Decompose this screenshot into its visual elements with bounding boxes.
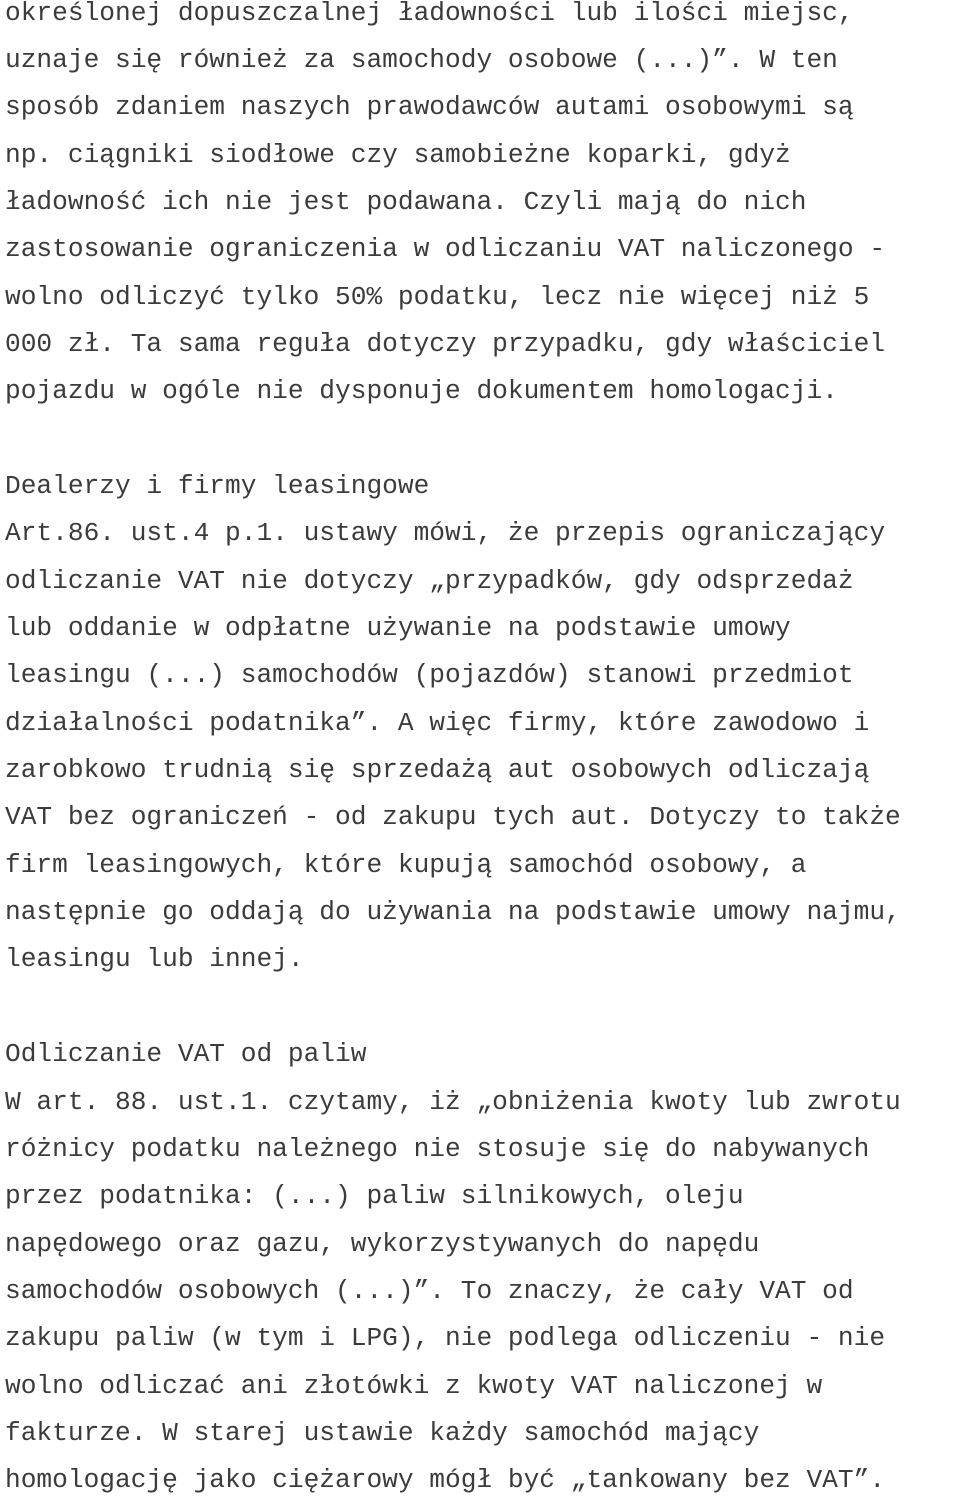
paragraph-line: uznaje się również za samochody osobowe (...)”. W ten xyxy=(5,45,838,75)
paragraph-line: pojazdu w ogóle nie dysponuje dokumentem homologacji. xyxy=(5,376,838,406)
paragraph-line: zakupu paliw (w tym i LPG), nie podlega odliczeniu - nie xyxy=(5,1323,886,1353)
paragraph-line: następnie go oddają do używania na podstawie umowy najmu, xyxy=(5,897,901,927)
paragraph-line: zastosowanie ograniczenia w odliczaniu VAT naliczonego - xyxy=(5,234,886,264)
paragraph-line: przez podatnika: (...) paliw silnikowych, oleju xyxy=(5,1181,744,1211)
paragraph-line: leasingu (...) samochodów (pojazdów) stanowi przedmiot xyxy=(5,660,854,690)
paragraph-line: np. ciągniki siodłowe czy samobieżne koparki, gdyż xyxy=(5,140,791,170)
paragraph-line: VAT bez ograniczeń - od zakupu tych aut. Dotyczy to także xyxy=(5,802,901,832)
paragraph-line: Art.86. ust.4 p.1. ustawy mówi, że przepis ograniczający xyxy=(5,518,886,548)
paragraph-line: samochodów osobowych (...)”. To znaczy, że cały VAT od xyxy=(5,1276,854,1306)
section-heading-dealers: Dealerzy i firmy leasingowe xyxy=(5,471,430,501)
paragraph-line: wolno odliczyć tylko 50% podatku, lecz nie więcej niż 5 xyxy=(5,282,870,312)
paragraph-line: sposób zdaniem naszych prawodawców autami osobowymi są xyxy=(5,92,854,122)
section-heading-fuel: Odliczanie VAT od paliw xyxy=(5,1039,367,1069)
paragraph-line: działalności podatnika”. A więc firmy, które zawodowo i xyxy=(5,708,870,738)
paragraph-line: zarobkowo trudnią się sprzedażą aut osobowych odliczają xyxy=(5,755,870,785)
paragraph-line: homologację jako ciężarowy mógł być „tankowany bez VAT”. xyxy=(5,1465,886,1495)
paragraph-line: napędowego oraz gazu, wykorzystywanych do napędu xyxy=(5,1229,760,1259)
paragraph-line: odliczanie VAT nie dotyczy „przypadków, gdy odsprzedaż xyxy=(5,566,854,596)
paragraph-line: określonej dopuszczalnej ładowności lub ilości miejsc, xyxy=(5,0,854,28)
paragraph-line: wolno odliczać ani złotówki z kwoty VAT naliczonej w xyxy=(5,1371,823,1401)
paragraph-line: leasingu lub innej. xyxy=(5,944,304,974)
paragraph-line: ładowność ich nie jest podawana. Czyli mają do nich xyxy=(5,187,807,217)
paragraph-line: różnicy podatku należnego nie stosuje się do nabywanych xyxy=(5,1134,870,1164)
paragraph-line: 000 zł. Ta sama reguła dotyczy przypadku, gdy właściciel xyxy=(5,329,886,359)
paragraph-line: lub oddanie w odpłatne używanie na podstawie umowy xyxy=(5,613,791,643)
paragraph-line: fakturze. W starej ustawie każdy samochód mający xyxy=(5,1418,760,1448)
paragraph-line: firm leasingowych, które kupują samochód osobowy, a xyxy=(5,850,807,880)
paragraph-line: W art. 88. ust.1. czytamy, iż „obniżenia kwoty lub zwrotu xyxy=(5,1087,901,1117)
